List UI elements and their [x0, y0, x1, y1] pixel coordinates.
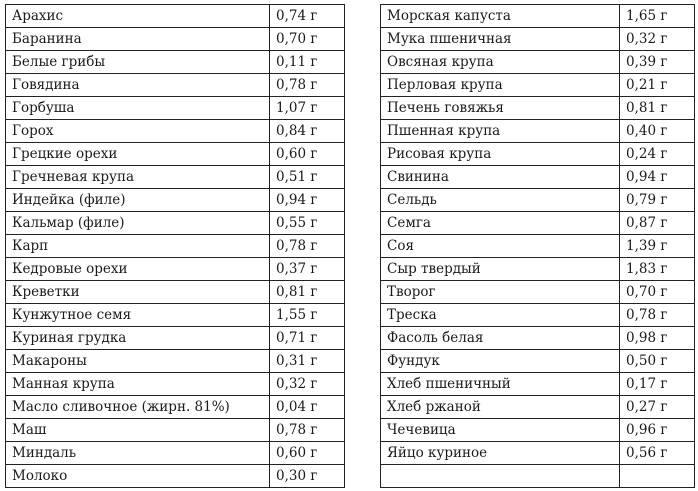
- product-name-cell: Треска: [381, 304, 620, 327]
- value-cell: 1,55 г: [270, 304, 345, 327]
- value-cell: 0,74 г: [270, 5, 345, 28]
- table-row: [381, 465, 695, 488]
- value-cell: 0,27 г: [620, 396, 695, 419]
- table-row: [6, 419, 345, 442]
- value-cell: 1,83 г: [620, 258, 695, 281]
- value-cell: 0,37 г: [270, 258, 345, 281]
- table-row: [6, 327, 345, 350]
- product-name-cell: Овсяная крупа: [381, 51, 620, 74]
- value-cell: 0,04 г: [270, 396, 345, 419]
- value-cell: 0,32 г: [270, 373, 345, 396]
- table-row: [381, 442, 695, 465]
- table-row: [381, 120, 695, 143]
- product-name-cell: Фасоль белая: [381, 327, 620, 350]
- table-row: [6, 212, 345, 235]
- product-name-cell: Хлеб ржаной: [381, 396, 620, 419]
- product-name-cell: Миндаль: [6, 442, 270, 465]
- table-row: [6, 350, 345, 373]
- value-cell: 0,78 г: [270, 74, 345, 97]
- left-table-body: [6, 5, 345, 488]
- value-cell: 0,70 г: [270, 28, 345, 51]
- table-row: [6, 235, 345, 258]
- value-cell: 0,17 г: [620, 373, 695, 396]
- value-cell: 0,56 г: [620, 442, 695, 465]
- product-name-cell: Хлеб пшеничный: [381, 373, 620, 396]
- value-cell: 0,60 г: [270, 143, 345, 166]
- table-row: [6, 442, 345, 465]
- right-table-body: [381, 5, 695, 488]
- table-row: [381, 74, 695, 97]
- value-cell: 0,32 г: [620, 28, 695, 51]
- product-name-cell: Горбуша: [6, 97, 270, 120]
- value-cell: 0,60 г: [270, 442, 345, 465]
- table-row: [6, 281, 345, 304]
- product-name-cell: Куриная грудка: [6, 327, 270, 350]
- value-cell: 0,81 г: [270, 281, 345, 304]
- table-row: [6, 143, 345, 166]
- value-cell: 0,87 г: [620, 212, 695, 235]
- value-cell: 0,78 г: [270, 419, 345, 442]
- product-name-cell: Сельдь: [381, 189, 620, 212]
- product-name-cell: Кедровые орехи: [6, 258, 270, 281]
- product-name-cell: Мука пшеничная: [381, 28, 620, 51]
- table-row: [381, 97, 695, 120]
- table-row: [6, 396, 345, 419]
- product-name-cell: Яйцо куриное: [381, 442, 620, 465]
- table-row: [6, 189, 345, 212]
- product-name-cell: Морская капуста: [381, 5, 620, 28]
- value-cell: 0,78 г: [620, 304, 695, 327]
- left-table: [5, 4, 345, 488]
- value-cell: 1,65 г: [620, 5, 695, 28]
- table-row: [381, 327, 695, 350]
- table-row: [6, 28, 345, 51]
- value-cell: 0,98 г: [620, 327, 695, 350]
- product-name-cell: Креветки: [6, 281, 270, 304]
- table-row: [381, 166, 695, 189]
- product-name-cell: Кальмар (филе): [6, 212, 270, 235]
- table-row: [6, 51, 345, 74]
- table-row: [381, 350, 695, 373]
- value-cell: 0,51 г: [270, 166, 345, 189]
- table-row: [6, 97, 345, 120]
- product-name-cell: Индейка (филе): [6, 189, 270, 212]
- value-cell: 0,84 г: [270, 120, 345, 143]
- value-cell: 0,94 г: [620, 166, 695, 189]
- table-row: [6, 258, 345, 281]
- value-cell: 0,21 г: [620, 74, 695, 97]
- table-row: [6, 373, 345, 396]
- value-cell: 0,50 г: [620, 350, 695, 373]
- product-name-cell: Молоко: [6, 465, 270, 488]
- product-name-cell: Соя: [381, 235, 620, 258]
- table-row: [6, 120, 345, 143]
- table-row: [381, 281, 695, 304]
- value-cell: 0,71 г: [270, 327, 345, 350]
- value-cell: 1,39 г: [620, 235, 695, 258]
- product-name-cell: [381, 465, 620, 488]
- product-name-cell: Грецкие орехи: [6, 143, 270, 166]
- table-row: [6, 5, 345, 28]
- product-name-cell: Манная крупа: [6, 373, 270, 396]
- value-cell: 1,07 г: [270, 97, 345, 120]
- product-name-cell: Перловая крупа: [381, 74, 620, 97]
- product-name-cell: Пшенная крупа: [381, 120, 620, 143]
- value-cell: 0,70 г: [620, 281, 695, 304]
- value-cell: [620, 465, 695, 488]
- table-row: [381, 419, 695, 442]
- product-name-cell: Свинина: [381, 166, 620, 189]
- product-name-cell: Макароны: [6, 350, 270, 373]
- table-row: [381, 189, 695, 212]
- value-cell: 0,78 г: [270, 235, 345, 258]
- table-row: [381, 396, 695, 419]
- product-name-cell: Белые грибы: [6, 51, 270, 74]
- value-cell: 0,55 г: [270, 212, 345, 235]
- table-row: [381, 28, 695, 51]
- value-cell: 0,30 г: [270, 465, 345, 488]
- table-row: [381, 143, 695, 166]
- product-name-cell: Масло сливочное (жирн. 81%): [6, 396, 270, 419]
- table-row: [381, 51, 695, 74]
- table-row: [381, 258, 695, 281]
- product-name-cell: Гречневая крупа: [6, 166, 270, 189]
- value-cell: 0,79 г: [620, 189, 695, 212]
- value-cell: 0,39 г: [620, 51, 695, 74]
- table-row: [381, 373, 695, 396]
- value-cell: 0,94 г: [270, 189, 345, 212]
- table-row: [6, 74, 345, 97]
- product-name-cell: Говядина: [6, 74, 270, 97]
- value-cell: 0,24 г: [620, 143, 695, 166]
- product-name-cell: Карп: [6, 235, 270, 258]
- value-cell: 0,81 г: [620, 97, 695, 120]
- product-name-cell: Семга: [381, 212, 620, 235]
- product-name-cell: Маш: [6, 419, 270, 442]
- product-name-cell: Сыр твердый: [381, 258, 620, 281]
- table-row: [6, 304, 345, 327]
- value-cell: 0,11 г: [270, 51, 345, 74]
- table-row: [6, 465, 345, 488]
- product-name-cell: Горох: [6, 120, 270, 143]
- product-name-cell: Арахис: [6, 5, 270, 28]
- table-row: [6, 166, 345, 189]
- value-cell: 0,40 г: [620, 120, 695, 143]
- product-name-cell: Фундук: [381, 350, 620, 373]
- table-row: [381, 212, 695, 235]
- product-name-cell: Печень говяжья: [381, 97, 620, 120]
- product-name-cell: Рисовая крупа: [381, 143, 620, 166]
- value-cell: 0,31 г: [270, 350, 345, 373]
- product-name-cell: Творог: [381, 281, 620, 304]
- table-row: [381, 235, 695, 258]
- product-name-cell: Баранина: [6, 28, 270, 51]
- value-cell: 0,96 г: [620, 419, 695, 442]
- table-row: [381, 304, 695, 327]
- product-name-cell: Чечевица: [381, 419, 620, 442]
- product-name-cell: Кунжутное семя: [6, 304, 270, 327]
- table-row: [381, 5, 695, 28]
- right-table: [380, 4, 695, 488]
